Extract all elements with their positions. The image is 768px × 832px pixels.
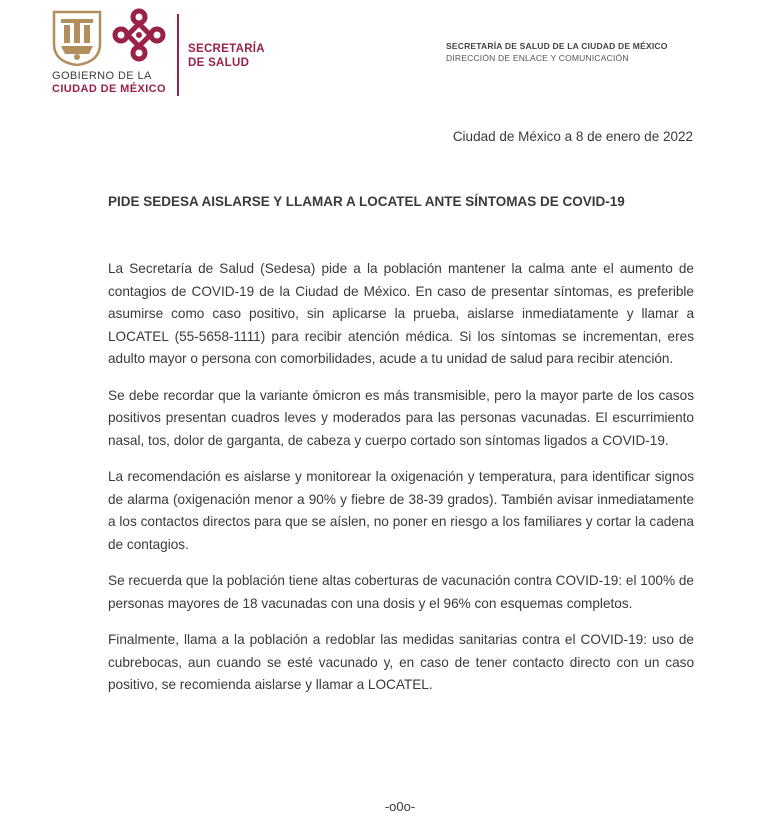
- department-line-2: DIRECCIÓN DE ENLACE Y COMUNICACIÓN: [446, 53, 629, 63]
- secretaria-line-1: SECRETARÍA: [188, 43, 265, 55]
- secretaria-name: [188, 42, 265, 70]
- gov-line-1: GOBIERNO DE LA: [52, 70, 152, 82]
- document-date: Ciudad de México a 8 de enero de 2022: [452, 129, 693, 144]
- closing-mark: -o0o-: [384, 799, 416, 814]
- government-name: [52, 70, 172, 96]
- paragraph: La recomendación es aislarse y monitorear la oxigenación y temperatura, para identificar signos de alarma (oxigenación menor a 90% y fiebre de 38-39 grados). También avisar inmediatamente a los contactos directos para que se aíslen, no poner en riesgo a los familiares y cortar la cadena de contagios.: [108, 469, 694, 552]
- cdmx-coat-of-arms-icon: [52, 10, 102, 66]
- paragraph: Finalmente, llama a la población a redoblar las medidas sanitarias contra el COVID-19: uso de cubrebocas, aun cuando se esté vacunado y, en caso de tener contacto directo con un caso positivo, se recomienda aislarse y llamar a LOCATEL.: [108, 632, 694, 692]
- body-text: [108, 258, 694, 711]
- cdmx-logo-mark-icon: [112, 8, 166, 62]
- department-line-1: SECRETARÍA DE SALUD DE LA CIUDAD DE MÉXICO: [446, 41, 668, 51]
- department-info: [446, 40, 668, 64]
- letterhead: [0, 0, 768, 110]
- paragraph: Se recuerda que la población tiene altas coberturas de vacunación contra COVID-19: el 100% de personas mayores de 18 vacunadas con una dosis y el 96% con esquemas completos.: [108, 573, 694, 611]
- press-release-title: PIDE SEDESA AISLARSE Y LLAMAR A LOCATEL ANTE SÍNTOMAS DE COVID-19: [108, 194, 625, 209]
- paragraph: Se debe recordar que la variante ómicron es más transmisible, pero la mayor parte de los casos positivos presentan cuadros leves y moderados para las personas vacunadas. El escurrimiento nasal, tos, dolor de garganta, de cabeza y cuerpo cortado son síntomas ligados a COVID-19.: [108, 387, 694, 448]
- secretaria-line-2: DE SALUD: [188, 57, 250, 69]
- header-divider: [177, 14, 179, 96]
- paragraph: La Secretaría de Salud (Sedesa) pide a la población mantener la calma ante el aumento de contagios de COVID-19 de la Ciudad de México. En caso de presentar síntomas, es preferible asumirse como caso positivo, sin aplicarse la prueba, aislarse inmediatamente y llamar a LOCATEL (55-5658-1111) para recibir atención médica. Si los síntomas se incrementan, eres adulto mayor o persona con comorbilidades, acude a tu unidad de salud para recibir atención.: [108, 261, 694, 366]
- gov-line-2: CIUDAD DE MÉXICO: [52, 83, 166, 95]
